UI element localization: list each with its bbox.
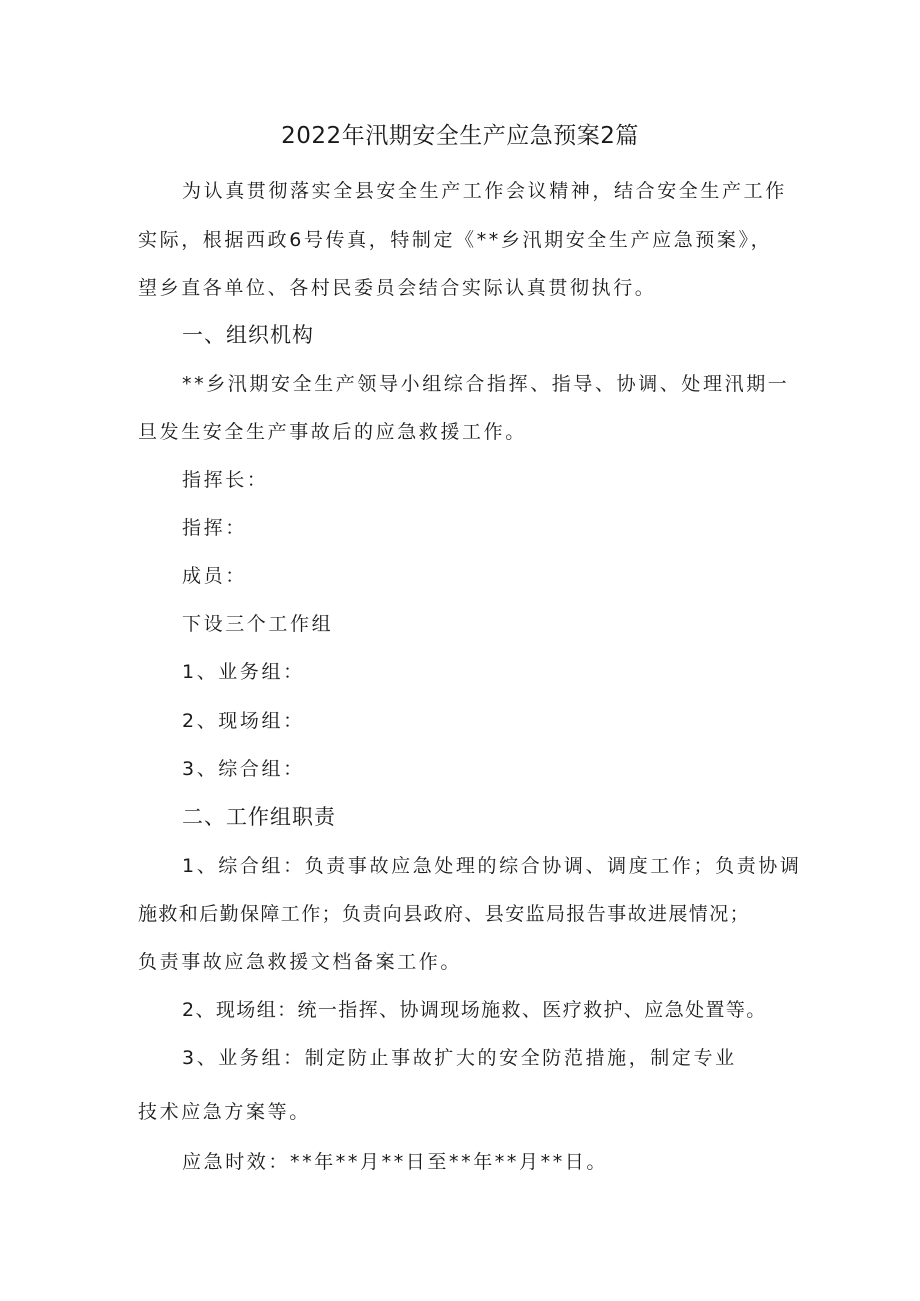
duty-line: 1、综合组：负责事故应急处理的综合协调、调度工作；负责协调 (182, 855, 802, 877)
duty-line: 负责事故应急救援文档备案工作。 (138, 951, 463, 973)
role-line: 成员： (182, 565, 247, 587)
duty-line: 施救和后勤保障工作；负责向县政府、县安监局报告事故进展情况； (138, 903, 751, 925)
intro-line: 为认真贯彻落实全县安全生产工作会议精神，结合安全生产工作 (182, 180, 787, 202)
validity-line: 应急时效：**年**月**日至**年**月**日。 (182, 1151, 609, 1173)
groups-intro: 下设三个工作组 (182, 613, 334, 635)
body-line: 旦发生安全生产事故后的应急救援工作。 (138, 421, 527, 443)
group-item: 1、业务组： (182, 661, 305, 683)
role-line: 指挥长： (182, 469, 269, 491)
intro-line: 望乡直各单位、各村民委员会结合实际认真贯彻执行。 (138, 277, 657, 299)
document-title: 2022年汛期安全生产应急预案2篇 (281, 123, 639, 149)
body-line: **乡汛期安全生产领导小组综合指挥、指导、协调、处理汛期一 (182, 373, 790, 395)
section-heading: 一、组织机构 (182, 323, 314, 347)
group-item: 3、综合组： (182, 758, 305, 780)
duty-line: 技术应急方案等。 (138, 1101, 311, 1123)
intro-line: 实际，根据西政6号传真，特制定《**乡汛期安全生产应急预案》， (138, 229, 773, 251)
duty-line: 3、业务组：制定防止事故扩大的安全防范措施，制定专业 (182, 1047, 737, 1069)
group-item: 2、现场组： (182, 710, 305, 732)
duty-line: 2、现场组：统一指挥、协调现场施救、医疗救护、应急处置等。 (182, 999, 767, 1021)
section-heading: 二、工作组职责 (182, 805, 336, 829)
role-line: 指挥： (182, 517, 247, 539)
